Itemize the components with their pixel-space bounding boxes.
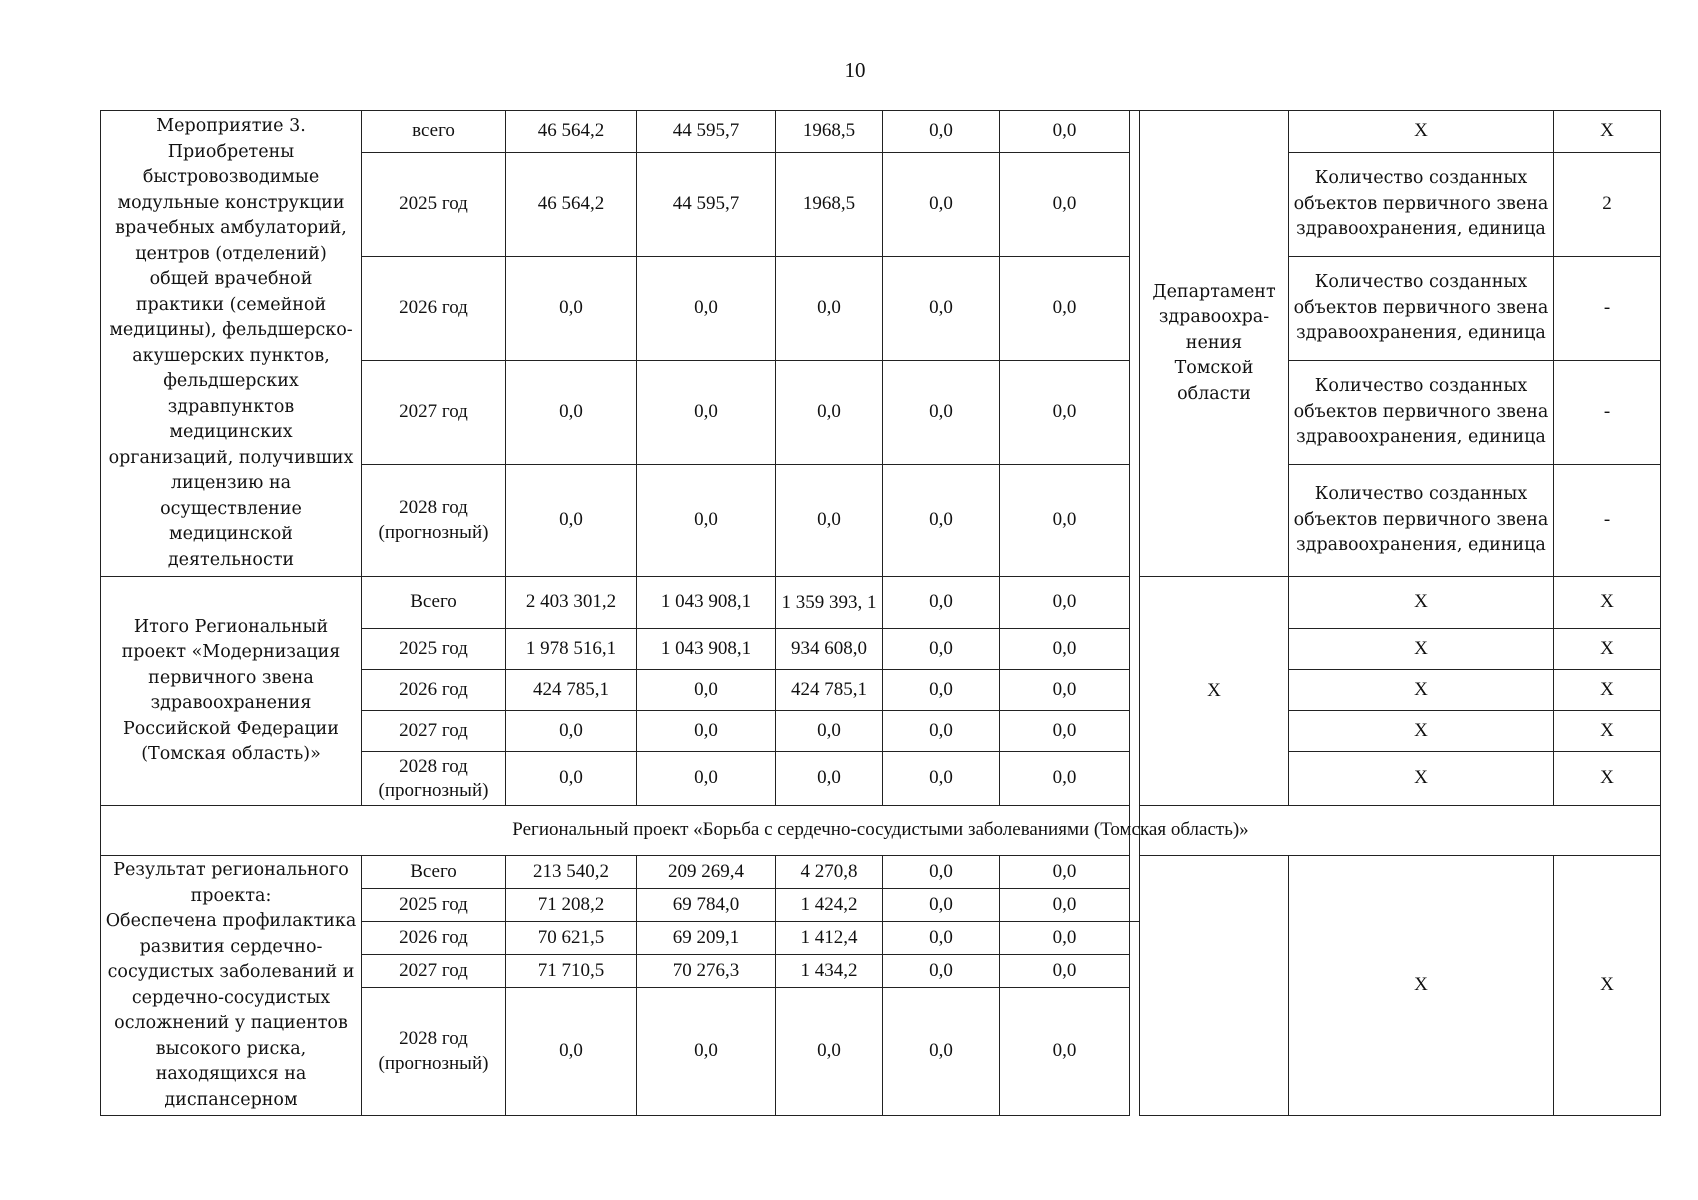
federal-cell: 0,0 <box>637 988 776 1116</box>
total-cell: 70 621,5 <box>506 922 637 955</box>
period-cell: 2026 год <box>362 257 506 361</box>
activity-description: Мероприятие 3. Приобретены быстровозводимые модульные конструкции врачебных амбулаторий, центров (отделений) общей врачебной практики (семейной медицины), фельдшерско-акушерских пунктов, фельдшерских здравпунктов медицинских организаций, получивших лицензию на осуществление медицинской деятельности <box>101 111 362 577</box>
federal-cell: 0,0 <box>637 711 776 752</box>
regional-cell: 934 608,0 <box>776 629 883 670</box>
regional-cell: 4 270,8 <box>776 856 883 889</box>
period-cell: 2026 год <box>362 922 506 955</box>
regional-cell: 1968,5 <box>776 111 883 153</box>
extrabudget-cell: 0,0 <box>1000 361 1130 465</box>
regional-cell: 424 785,1 <box>776 670 883 711</box>
indicator-value-cell: X <box>1554 629 1661 670</box>
section-title: Региональный проект «Борьба с сердечно-сосудистыми заболеваниями (Томская область)» <box>101 806 1661 856</box>
total-cell: 0,0 <box>506 257 637 361</box>
period-cell: 2025 год <box>362 629 506 670</box>
extrabudget-cell: 0,0 <box>1000 955 1130 988</box>
municipal-cell: 0,0 <box>883 111 1000 153</box>
indicator-cell: X <box>1289 577 1554 629</box>
total-project-description: Итого Региональный проект «Модернизация первичного звена здравоохранения Российской Федерации (Томская область)» <box>101 577 362 806</box>
period-cell: всего <box>362 111 506 153</box>
period-cell: 2026 год <box>362 670 506 711</box>
federal-cell: 70 276,3 <box>637 955 776 988</box>
period-cell: 2025 год <box>362 889 506 922</box>
period-cell: Всего <box>362 577 506 629</box>
executor-cell: Департамент здравоохра-нения Томской области <box>1140 111 1289 577</box>
total-cell: 424 785,1 <box>506 670 637 711</box>
indicator-cell: Количество созданных объектов первичного звена здравоохранения, единица <box>1289 257 1554 361</box>
extrabudget-cell: 0,0 <box>1000 889 1130 922</box>
regional-cell: 1 412,4 <box>776 922 883 955</box>
table-row <box>101 577 1661 629</box>
total-cell: 0,0 <box>506 752 637 806</box>
extrabudget-cell: 0,0 <box>1000 922 1130 955</box>
extrabudget-cell: 0,0 <box>1000 856 1130 889</box>
indicator-cell: Количество созданных объектов первичного звена здравоохранения, единица <box>1289 465 1554 577</box>
indicator-cell: X <box>1289 711 1554 752</box>
municipal-cell: 0,0 <box>883 577 1000 629</box>
total-cell: 46 564,2 <box>506 111 637 153</box>
extrabudget-cell: 0,0 <box>1000 153 1130 257</box>
total-cell: 71 710,5 <box>506 955 637 988</box>
regional-cell: 1968,5 <box>776 153 883 257</box>
municipal-cell: 0,0 <box>883 629 1000 670</box>
column-gap <box>1140 856 1289 1116</box>
municipal-cell: 0,0 <box>883 752 1000 806</box>
extrabudget-cell: 0,0 <box>1000 670 1130 711</box>
total-cell: 0,0 <box>506 361 637 465</box>
budget-table <box>100 110 1661 1116</box>
total-cell: 71 208,2 <box>506 889 637 922</box>
regional-cell: 0,0 <box>776 361 883 465</box>
regional-cell: 0,0 <box>776 711 883 752</box>
column-gap <box>1130 111 1140 922</box>
indicator-value-cell: - <box>1554 257 1661 361</box>
federal-cell: 0,0 <box>637 257 776 361</box>
executor-cell: X <box>1289 856 1554 1116</box>
indicator-value-cell: X <box>1554 577 1661 629</box>
federal-cell: 0,0 <box>637 670 776 711</box>
extrabudget-cell: 0,0 <box>1000 577 1130 629</box>
regional-cell: 0,0 <box>776 752 883 806</box>
federal-cell: 0,0 <box>637 752 776 806</box>
period-cell: 2028 год (прогнозный) <box>362 752 506 806</box>
federal-cell: 44 595,7 <box>637 111 776 153</box>
indicator-value-cell: X <box>1554 711 1661 752</box>
indicator-cell: X <box>1289 111 1554 153</box>
municipal-cell: 0,0 <box>883 465 1000 577</box>
section-heading-row <box>101 806 1661 856</box>
federal-cell: 0,0 <box>637 465 776 577</box>
municipal-cell: 0,0 <box>883 153 1000 257</box>
regional-cell: 0,0 <box>776 988 883 1116</box>
regional-cell: 0,0 <box>776 465 883 577</box>
result-description: Результат регионального проекта: Обеспечена профилактика развития сердечно-сосудистых заболеваний и сердечно-сосудистых осложнений у пациентов высокого риска, находящихся на диспансерном <box>101 856 362 1116</box>
indicator-value-cell: 2 <box>1554 153 1661 257</box>
period-cell: 2025 год <box>362 153 506 257</box>
indicator-cell: X <box>1554 856 1661 1116</box>
extrabudget-cell: 0,0 <box>1000 988 1130 1116</box>
indicator-cell: X <box>1289 752 1554 806</box>
total-cell: 1 978 516,1 <box>506 629 637 670</box>
regional-cell: 1 434,2 <box>776 955 883 988</box>
municipal-cell: 0,0 <box>883 988 1000 1116</box>
federal-cell: 1 043 908,1 <box>637 629 776 670</box>
period-cell: 2027 год <box>362 361 506 465</box>
municipal-cell: 0,0 <box>883 922 1000 955</box>
municipal-cell: 0,0 <box>883 257 1000 361</box>
total-cell: 46 564,2 <box>506 153 637 257</box>
federal-cell: 1 043 908,1 <box>637 577 776 629</box>
federal-cell: 69 209,1 <box>637 922 776 955</box>
period-cell: 2027 год <box>362 955 506 988</box>
municipal-cell: 0,0 <box>883 361 1000 465</box>
federal-cell: 69 784,0 <box>637 889 776 922</box>
extrabudget-cell: 0,0 <box>1000 629 1130 670</box>
municipal-cell: 0,0 <box>883 711 1000 752</box>
federal-cell: 209 269,4 <box>637 856 776 889</box>
extrabudget-cell: 0,0 <box>1000 111 1130 153</box>
municipal-cell: 0,0 <box>883 670 1000 711</box>
municipal-cell: 0,0 <box>883 955 1000 988</box>
period-cell: 2028 год (прогнозный) <box>362 465 506 577</box>
total-cell: 0,0 <box>506 988 637 1116</box>
total-cell: 0,0 <box>506 465 637 577</box>
executor-cell: X <box>1140 577 1289 806</box>
page-number: 10 <box>844 58 866 82</box>
regional-cell: 1 359 393, 1 <box>776 577 883 629</box>
total-cell: 213 540,2 <box>506 856 637 889</box>
table-row <box>101 111 1661 153</box>
period-cell: Всего <box>362 856 506 889</box>
indicator-cell: X <box>1289 629 1554 670</box>
municipal-cell: 0,0 <box>883 856 1000 889</box>
indicator-value-cell: - <box>1554 465 1661 577</box>
extrabudget-cell: 0,0 <box>1000 711 1130 752</box>
period-cell: 2027 год <box>362 711 506 752</box>
extrabudget-cell: 0,0 <box>1000 465 1130 577</box>
extrabudget-cell: 0,0 <box>1000 752 1130 806</box>
indicator-value-cell: X <box>1554 752 1661 806</box>
federal-cell: 44 595,7 <box>637 153 776 257</box>
indicator-cell: Количество созданных объектов первичного звена здравоохранения, единица <box>1289 153 1554 257</box>
indicator-value-cell: X <box>1554 670 1661 711</box>
regional-cell: 1 424,2 <box>776 889 883 922</box>
period-cell: 2028 год (прогнозный) <box>362 988 506 1116</box>
municipal-cell: 0,0 <box>883 889 1000 922</box>
indicator-value-cell: X <box>1554 111 1661 153</box>
extrabudget-cell: 0,0 <box>1000 257 1130 361</box>
federal-cell: 0,0 <box>637 361 776 465</box>
indicator-cell: Количество созданных объектов первичного звена здравоохранения, единица <box>1289 361 1554 465</box>
total-cell: 0,0 <box>506 711 637 752</box>
table-row <box>101 856 1661 889</box>
regional-cell: 0,0 <box>776 257 883 361</box>
indicator-value-cell: - <box>1554 361 1661 465</box>
total-cell: 2 403 301,2 <box>506 577 637 629</box>
indicator-cell: X <box>1289 670 1554 711</box>
